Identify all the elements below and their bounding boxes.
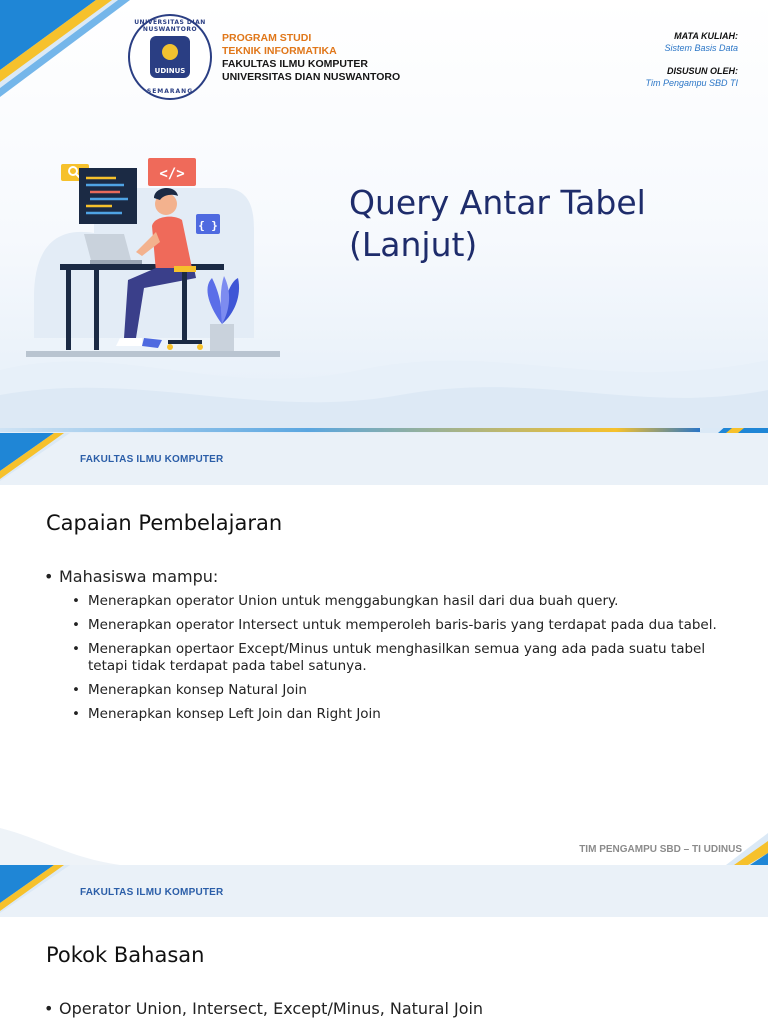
header-stripes bbox=[0, 865, 90, 925]
lead-bullet: • Operator Union, Intersect, Except/Minus, Natural Join bbox=[44, 999, 484, 1018]
topics-slide bbox=[0, 865, 768, 1024]
list-item: • Menerapkan konsep Natural Join bbox=[72, 682, 732, 699]
list-item: • Menerapkan operator Intersect untuk memperoleh baris-baris yang terdapat pada dua tabel. bbox=[72, 617, 732, 634]
list-item: • Menerapkan opertaor Except/Minus untuk menghasilkan semua yang ada pada suatu tabel tetapi tidak terdapat pada tabel satunya. bbox=[72, 641, 732, 675]
footer-wave-left bbox=[0, 818, 120, 865]
lead-text: Mahasiswa mampu: bbox=[59, 567, 219, 586]
list-item: • Menerapkan operator Union untuk menggabungkan hasil dari dua buah query. bbox=[72, 593, 732, 610]
logo-badge-label: UDINUS bbox=[154, 67, 186, 75]
code-tag-text: </> bbox=[159, 166, 185, 182]
section-heading: Pokok Bahasan bbox=[46, 943, 205, 967]
title-slide bbox=[0, 0, 768, 433]
course-label: MATA KULIAH: bbox=[674, 31, 738, 41]
university-logo bbox=[128, 14, 212, 100]
learning-outcomes-slide bbox=[0, 433, 768, 865]
list-item: • Menerapkan konsep Left Join dan Right Join bbox=[72, 706, 732, 723]
institution-block bbox=[222, 32, 400, 84]
logo-ring-text-bottom: SEMARANG bbox=[146, 88, 194, 95]
developer-illustration bbox=[24, 148, 284, 363]
slide-title-line-1: Query Antar Tabel bbox=[349, 183, 646, 222]
braces-tag-text: { } bbox=[198, 219, 218, 232]
program-label: PROGRAM STUDI bbox=[222, 32, 312, 44]
bottom-accent-line bbox=[0, 428, 700, 432]
header-faculty-label: FAKULTAS ILMU KOMPUTER bbox=[80, 887, 224, 898]
slide-title-line-2: (Lanjut) bbox=[349, 225, 478, 264]
author-label: DISUSUN OLEH: bbox=[666, 66, 738, 76]
code-screen bbox=[79, 168, 137, 224]
logo-dot bbox=[162, 44, 178, 60]
university-label: UNIVERSITAS DIAN NUSWANTORO bbox=[222, 71, 401, 83]
header-faculty-label: FAKULTAS ILMU KOMPUTER bbox=[80, 454, 224, 465]
slide-title bbox=[349, 182, 709, 266]
lead-bullet: • Mahasiswa mampu: bbox=[44, 567, 219, 586]
author-value: Tim Pengampu SBD TI bbox=[645, 78, 738, 88]
logo-badge bbox=[150, 36, 190, 78]
footer-credit: TIM PENGAMPU SBD – TI UDINUS bbox=[579, 844, 742, 855]
faculty-label: FAKULTAS ILMU KOMPUTER bbox=[222, 58, 369, 70]
course-value: Sistem Basis Data bbox=[664, 43, 738, 53]
header-stripes bbox=[0, 433, 90, 493]
outcome-list bbox=[72, 593, 732, 730]
logo-ring-text-top: UNIVERSITAS DIAN NUSWANTORO bbox=[134, 19, 206, 33]
course-meta bbox=[646, 30, 738, 89]
major-label: TEKNIK INFORMATIKA bbox=[222, 45, 337, 57]
lead-text: Operator Union, Intersect, Except/Minus, Natural Join bbox=[59, 999, 484, 1018]
section-heading: Capaian Pembelajaran bbox=[46, 511, 283, 535]
